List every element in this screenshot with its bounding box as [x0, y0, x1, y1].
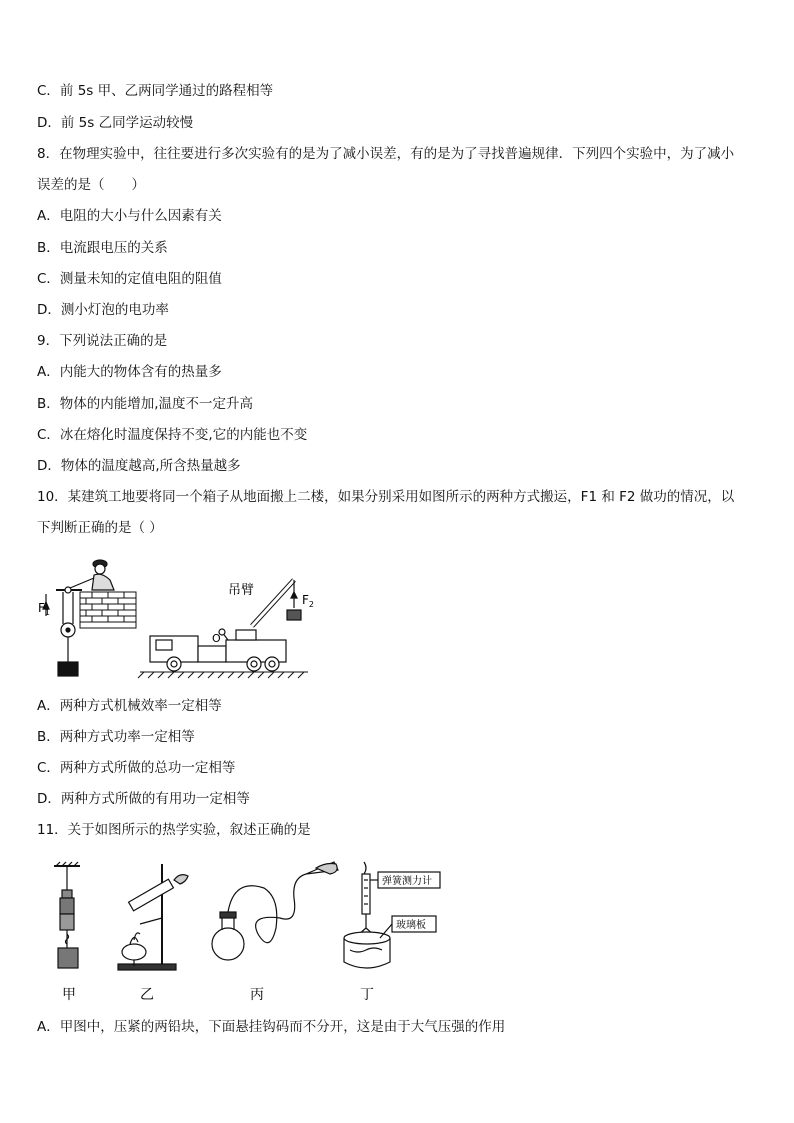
q11-stem: 11．关于如图所示的热学实验，叙述正确的是 — [37, 822, 311, 838]
pulley-system — [43, 587, 82, 676]
q10-option-d: D．两种方式所做的有用功一定相等 — [37, 791, 250, 807]
label-ding: 丁 — [360, 987, 374, 1003]
q8-option-d: D．测小灯泡的电功率 — [37, 302, 169, 318]
test-tube-apparatus — [118, 864, 188, 970]
label-spring-scale: 弹簧测力计 — [382, 876, 432, 887]
q10-option-a: A．两种方式机械效率一定相等 — [37, 698, 222, 714]
q9-option-d: D．物体的温度越高,所含热量越多 — [37, 458, 241, 474]
q8-option-b: B．电流跟电压的关系 — [37, 240, 168, 256]
ground-line — [138, 672, 308, 678]
label-glass-plate: 玻璃板 — [396, 920, 426, 931]
q8-option-a: A．电阻的大小与什么因素有关 — [37, 208, 222, 224]
q9-option-a: A．内能大的物体含有的热量多 — [37, 364, 222, 380]
q9-option-c: C．冰在熔化时温度保持不变,它的内能也不变 — [37, 427, 308, 443]
label-pivot-o: O — [212, 632, 221, 645]
label-f1: $F_1$ — [38, 601, 50, 617]
q11-option-a: A．甲图中，压紧的两铅块，下面悬挂钩码而不分开，这是由于大气压强的作用 — [37, 1019, 506, 1035]
label-yi: 乙 — [140, 987, 154, 1003]
brick-wall — [80, 592, 136, 628]
q10-figure — [36, 556, 336, 690]
q7-option-c: C．前 5s 甲、乙两同学通过的路程相等 — [37, 83, 274, 99]
q11-figure — [44, 858, 444, 1006]
flask-apparatus — [212, 862, 338, 960]
label-crane-arm: 吊臂 — [228, 583, 255, 598]
q10-option-b: B．两种方式功率一定相等 — [37, 729, 195, 745]
label-f2: $F_2$ — [302, 593, 314, 609]
q10-stem-line-1: 10．某建筑工地要将同一个箱子从地面搬上二楼，如果分别采用如图所示的两种方式搬运，F1 和 F2 做功的情况，以 — [37, 489, 735, 505]
q8-option-c: C．测量未知的定值电阻的阻值 — [37, 271, 222, 287]
q9-option-b: B．物体的内能增加,温度不一定升高 — [37, 396, 254, 412]
label-jia: 甲 — [62, 987, 76, 1003]
q8-stem-line-2: 误差的是（ ） — [37, 177, 145, 193]
q8-stem-line-1: 8．在物理实验中，往往要进行多次实验有的是为了减小误差，有的是为了寻找普遍规律．下列四个实验中，为了减小 — [37, 146, 735, 162]
label-bing: 丙 — [250, 987, 264, 1003]
q7-option-d: D．前 5s 乙同学运动较慢 — [37, 115, 194, 131]
q10-option-c: C．两种方式所做的总功一定相等 — [37, 760, 236, 776]
worker — [70, 560, 114, 590]
q9-stem: 9．下列说法正确的是 — [37, 333, 168, 349]
q10-stem-line-2: 下判断正确的是（ ） — [37, 520, 163, 536]
lead-blocks-apparatus — [54, 862, 80, 968]
crane-truck — [150, 580, 301, 671]
